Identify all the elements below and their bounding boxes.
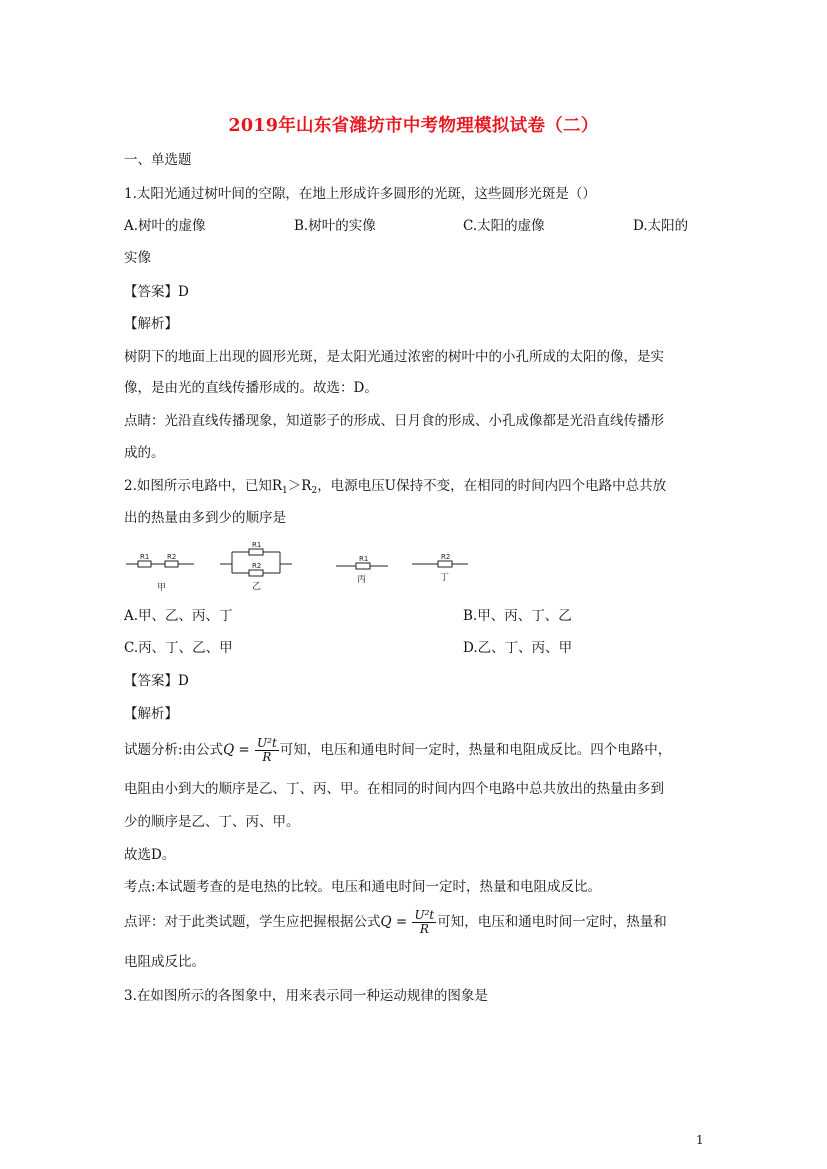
label-ding: 丁: [440, 573, 450, 583]
label-r2: R2: [252, 562, 262, 570]
label-r2: R2: [441, 553, 451, 561]
resistor-r1: [249, 549, 263, 555]
q1-comment-line: 点睛：光沿直线传播现象，知道影子的形成、日月食的形成、小孔成像都是光沿直线传播形: [124, 413, 664, 429]
q2-analysis-line1: 试题分析:由公式Q = $\frac{\text{U²t}}{R}$ 可知，电压和通电时间一定时，热量和电阻成反比。四个电路中，: [124, 736, 672, 764]
q1-option-b: B.树叶的实像: [294, 218, 376, 234]
q1-analysis-label: 【解析】: [124, 316, 178, 332]
q2-analysis-line3: 少的顺序是乙、丁、丙、甲。: [124, 814, 300, 830]
q2-answer: 【答案】D: [124, 673, 189, 689]
q2-analysis-label: 【解析】: [124, 706, 178, 722]
page-number: 1: [696, 1133, 704, 1147]
q1-option-c: C.太阳的虚像: [463, 218, 545, 234]
resistor-r2: [165, 561, 178, 567]
label-r1: R1: [140, 553, 150, 561]
circuit-diagrams: [124, 542, 469, 592]
page-title: 2019年山东省潍坊市中考物理模拟试卷（二）: [228, 116, 599, 136]
q1-option-d-wrap: 实像: [124, 250, 151, 266]
resistor-r1: [138, 561, 151, 567]
resistor-r2: [249, 570, 263, 576]
q2-option-d: D.乙、丁、丙、甲: [463, 640, 573, 656]
q2-option-c: C.丙、丁、乙、甲: [124, 640, 233, 656]
resistor-r2: [438, 561, 452, 567]
q2-analysis-line2: 电阻由小到大的顺序是乙、丁、丙、甲。在相同的时间内四个电路中总共放出的热量由多到: [124, 781, 664, 797]
label-bing: 丙: [357, 575, 367, 585]
label-r2: R2: [167, 553, 177, 561]
q2-review-line1: 点评：对于此类试题，学生应把握根据公式Q = $\frac{\text{U²t}}{R}$ 可知，电压和通电时间一定时，热量和: [124, 908, 667, 936]
q2-choice: 故选D。: [124, 847, 176, 863]
q2-option-b: B.甲、丙、丁、乙: [463, 608, 572, 624]
q1-comment-line: 成的。: [124, 445, 165, 461]
q3-stem: 3.在如图所示的各图象中，用来表示同一种运动规律的图象是: [124, 988, 488, 1004]
q2-option-a: A.甲、乙、丙、丁: [124, 608, 233, 624]
formula: Q = $\frac{\text{U²t}}{R}$: [380, 908, 435, 936]
q1-stem: 1.太阳光通过树叶间的空隙，在地上形成许多圆形的光斑，这些圆形光斑是（）: [124, 186, 596, 202]
q2-stem-line2: 出的热量由多到少的顺序是: [124, 510, 286, 526]
section-heading: 一、单选题: [124, 152, 192, 168]
q1-option-a: A.树叶的虚像: [124, 218, 206, 234]
q1-analysis-line: 像，是由光的直线传播形成的。故选：D。: [124, 380, 378, 396]
label-jia: 甲: [157, 583, 167, 592]
label-r1: R1: [359, 555, 369, 563]
q1-answer: 【答案】D: [124, 284, 189, 300]
q1-option-d: D.太阳的: [633, 218, 689, 234]
label-r1: R1: [252, 542, 262, 549]
q2-review-line2: 电阻成反比。: [124, 954, 205, 970]
q2-stem: 2.如图所示电路中，已知$R_1>R_2$，电源电压U保持不变，在相同的时间内四个电路中总共放: [124, 478, 667, 496]
resistor-r1: [356, 563, 370, 569]
label-yi: 乙: [252, 582, 262, 592]
q2-point: 考点:本试题考查的是电热的比较。电压和通电时间一定时，热量和电阻成反比。: [124, 879, 602, 895]
formula: Q = $\frac{\text{U²t}}{R}$: [223, 736, 277, 764]
q1-analysis-line: 树阴下的地面上出现的圆形光斑，是太阳光通过浓密的树叶中的小孔所成的太阳的像，是实: [124, 349, 664, 365]
